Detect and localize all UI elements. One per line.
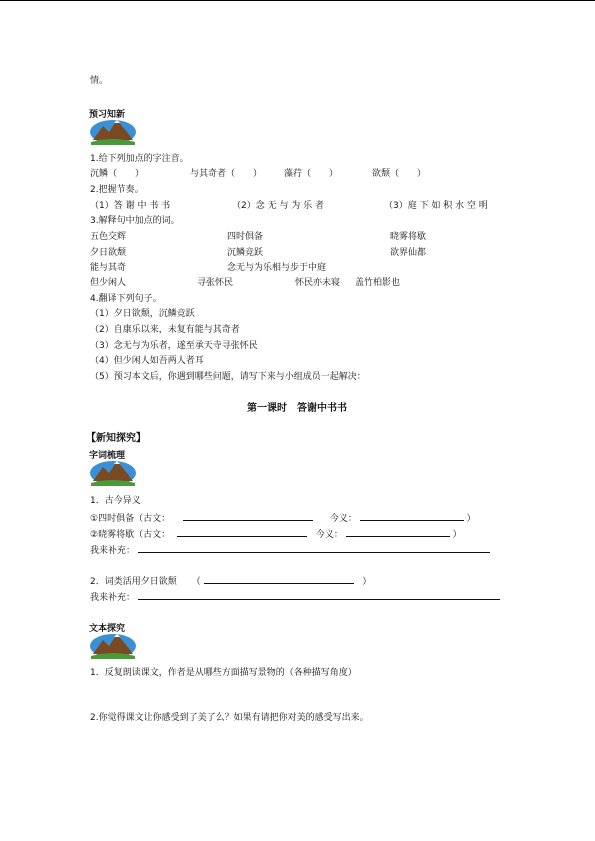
modern-label: 今义：	[315, 530, 343, 540]
q3-cell: 五色交辉	[90, 232, 127, 242]
section-emblem-preview	[89, 110, 137, 140]
q2-item: （3）庭 下 如 积 水 空 明	[384, 201, 488, 211]
section-emblem-text	[89, 624, 137, 654]
q3-cell: 但少闲人	[90, 278, 127, 288]
close-paren: ）	[452, 530, 462, 540]
q4-item: （1）夕日欲颓，沉鳞竞跃	[90, 309, 195, 319]
q1-title: 1.给下列加点的字注音。	[90, 154, 189, 164]
q3-cell: 寻张怀民	[197, 278, 234, 288]
q2-title: 2.把握节奏。	[90, 185, 144, 195]
lesson-title: 第一课时 答谢中书书	[247, 403, 347, 414]
ancient-modern-row-1	[90, 511, 476, 525]
supplement-blank-1[interactable]	[138, 543, 490, 553]
q4-item: （5）预习本文后，你遇到哪些问题，请写下来与小组成员一起解决：	[90, 372, 366, 382]
supplement-blank-2[interactable]	[138, 590, 500, 600]
section-title-preview: 预习知新	[89, 110, 126, 120]
q1-item: 沉鳞（ ）	[90, 169, 145, 179]
intro-tail: 情。	[90, 76, 109, 86]
supplement-label: 我来补充：	[90, 593, 136, 603]
section-title-words: 字词梳理	[89, 451, 126, 461]
q3-cell: 念无与为乐相与步于中庭	[227, 263, 327, 273]
row-label: ②晓雾将歇（古文：	[90, 530, 171, 540]
text-question-1: 1．反复朗读课文，作者是从哪些方面描写景物的（各种描写角度）	[90, 668, 357, 678]
q4-item: （4）但少闲人如吾两人者耳	[90, 356, 204, 366]
q2-item: （2）念 无 与 为 乐 者	[232, 201, 325, 211]
q3-cell: 怀民亦未寝	[295, 278, 341, 288]
answer-blank-word-class[interactable]	[204, 574, 354, 584]
supplement-row-1	[90, 543, 490, 557]
q4-item: （3）念无与为乐者，遂至承天寺寻张怀民	[90, 341, 258, 351]
answer-blank-ancient-1[interactable]	[183, 511, 313, 521]
supplement-row-2	[90, 590, 500, 604]
ancient-modern-row-2	[90, 527, 462, 541]
q3-cell: 夕日欲颓	[90, 248, 127, 258]
q3-cell: 欲界仙都	[390, 248, 427, 258]
row-label: ①四时俱备（古文：	[90, 514, 171, 524]
q4-item: （2）自康乐以来，未复有能与其奇者	[90, 325, 240, 335]
q3-cell: 能与其奇	[90, 263, 127, 273]
ancient-modern-title: 1．古今异义	[90, 496, 141, 506]
supplement-label: 我来补充：	[90, 546, 136, 556]
top-border	[0, 0, 595, 1]
word-class-row	[90, 574, 371, 588]
text-question-2: 2.你觉得课文让你感受到了美了么？如果有请把你对美的感受写出来。	[90, 713, 369, 723]
q3-cell: 晓雾将歇	[390, 232, 427, 242]
q2-item: （1）答 谢 中 书 书	[90, 201, 171, 211]
close-paren: ）	[362, 577, 372, 587]
q4-title: 4.翻译下列句子。	[90, 294, 162, 304]
q1-item: 欲颓（ ）	[372, 169, 427, 179]
section-emblem-words	[89, 451, 137, 481]
q1-item: 与其奇者（ ）	[190, 169, 263, 179]
open-paren: （	[191, 577, 201, 587]
q3-cell: 四时俱备	[227, 232, 264, 242]
section-new-knowledge: 【新知探究】	[86, 433, 146, 444]
q3-cell: 盖竹柏影也	[355, 278, 401, 288]
modern-label: 今义：	[329, 514, 357, 524]
q3-cell: 沉鳞竞跃	[227, 248, 264, 258]
answer-blank-modern-2[interactable]	[346, 527, 450, 537]
q1-item: 藻荇（ ）	[284, 169, 339, 179]
answer-blank-modern-1[interactable]	[360, 511, 464, 521]
word-class-title: 2．词类活用夕日欲颓	[90, 577, 177, 587]
answer-blank-ancient-2[interactable]	[177, 527, 307, 537]
q3-title: 3.解释句中加点的词。	[90, 216, 180, 226]
close-paren: ）	[466, 514, 476, 524]
section-title-text: 文本探究	[89, 624, 126, 634]
